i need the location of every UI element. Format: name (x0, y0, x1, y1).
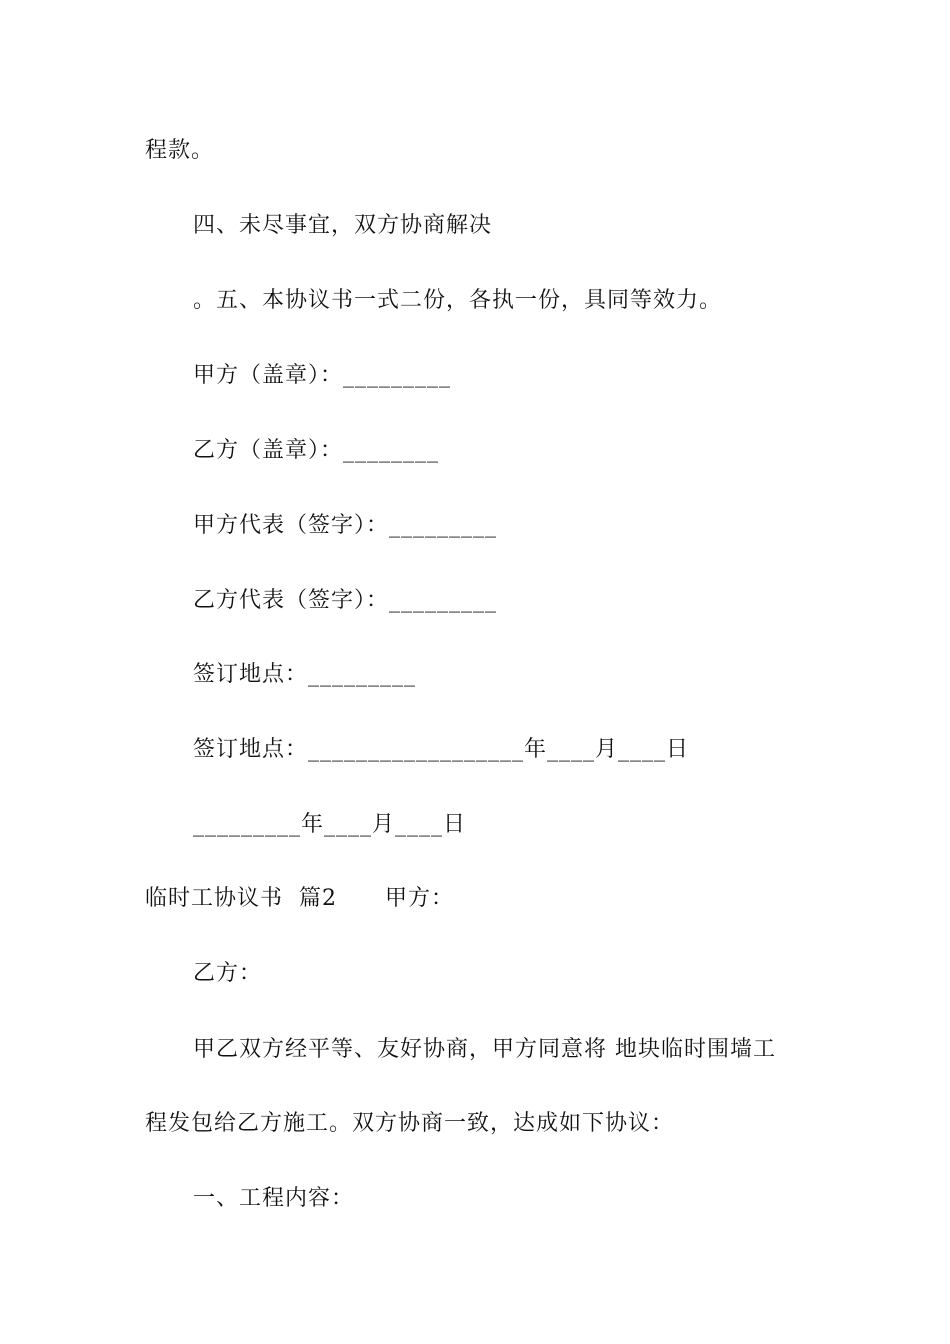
paragraph-continuation: 程款。 (145, 138, 215, 163)
clause-four: 四、未尽事宜，双方协商解决 (193, 213, 493, 238)
section-heading: 临时工协议书 篇2 甲方： (145, 886, 454, 911)
party-b-rep-sign-line: 乙方代表（签字）：_________ (193, 588, 498, 613)
signing-place-line: 签订地点：_________ (193, 662, 417, 687)
date-line: _________年____月____日 (193, 812, 467, 837)
clause-one-heading: 一、工程内容： (193, 1186, 355, 1211)
intro-paragraph-line-2: 程发包给乙方施工。双方协商一致，达成如下协议： (145, 1111, 675, 1136)
party-a-rep-sign-line: 甲方代表（签字）：_________ (193, 513, 498, 538)
intro-paragraph-line-1: 甲乙双方经平等、友好协商，甲方同意将 地块临时围墙工 (193, 1037, 776, 1062)
party-b-seal-line: 乙方（盖章）：________ (193, 438, 440, 463)
clause-five: 。五、本协议书一式二份，各执一份，具同等效力。 (193, 288, 723, 313)
signing-place-date-line: 签订地点：__________________年____月____日 (193, 737, 690, 762)
party-b-line: 乙方： (193, 961, 263, 986)
party-a-seal-line: 甲方（盖章）：_________ (193, 363, 452, 388)
